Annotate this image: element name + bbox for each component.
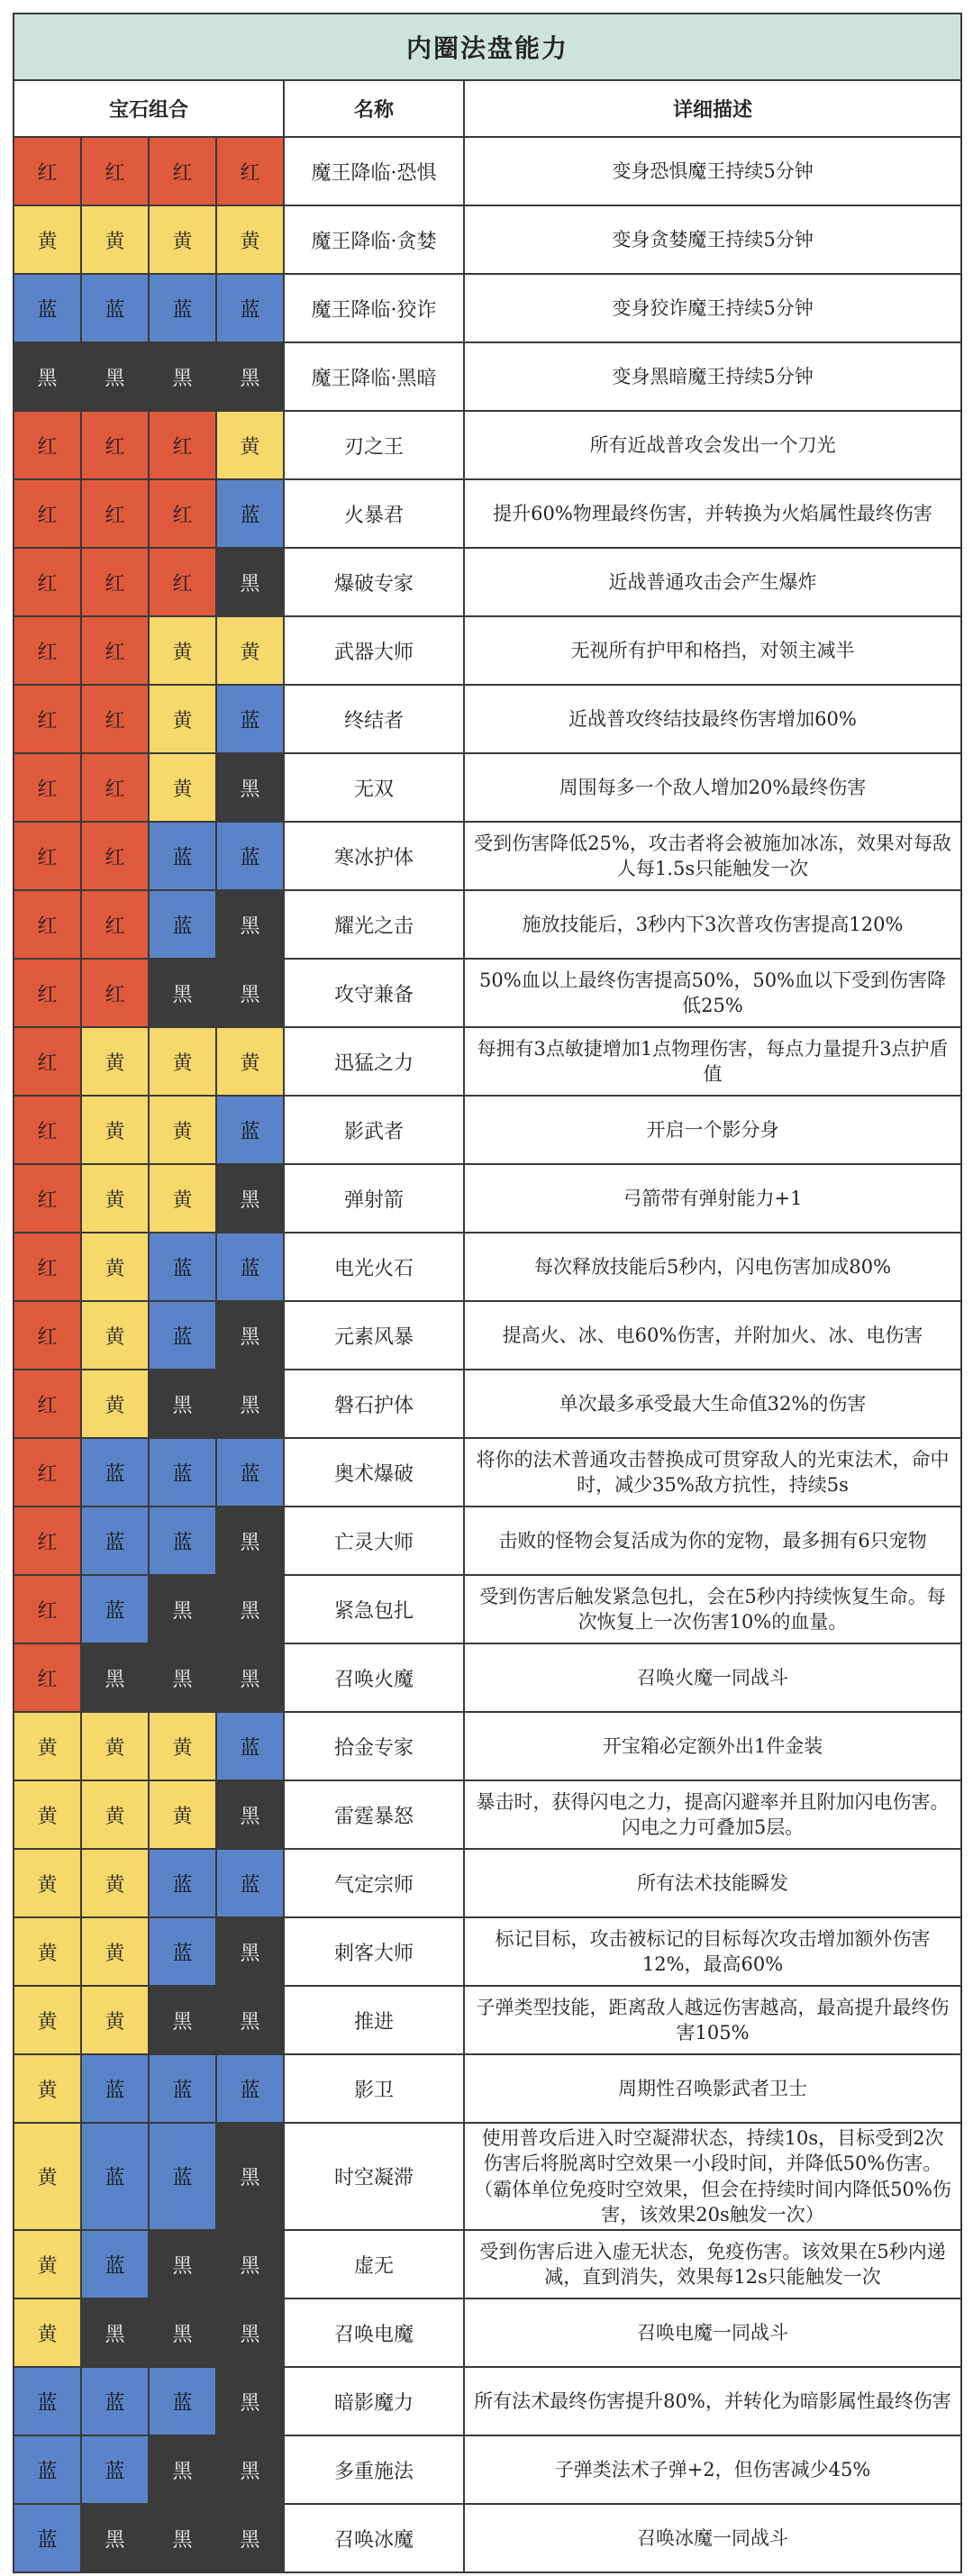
table-row — [14, 479, 961, 548]
gem-cell: 黄 — [81, 1096, 149, 1164]
gem-cell: 蓝 — [81, 2367, 149, 2435]
gem-cell: 黄 — [149, 685, 216, 753]
ability-description: 周期性召唤影武者卫士 — [464, 2054, 961, 2123]
gem-cell: 蓝 — [216, 1233, 284, 1301]
ability-description: 子弹类型技能，距离敌人越远伤害越高，最高提升最终伤害105% — [464, 1986, 961, 2054]
ability-name: 气定宗师 — [284, 1849, 464, 1917]
gem-cell: 黄 — [149, 753, 216, 822]
ability-description: 近战普通攻击会产生爆炸 — [464, 548, 961, 616]
gem-cell: 蓝 — [149, 1849, 216, 1917]
gem-cell: 蓝 — [149, 1438, 216, 1506]
gem-cell: 蓝 — [216, 274, 284, 342]
ability-name: 刺客大师 — [284, 1917, 464, 1986]
table-row — [14, 1986, 961, 2054]
table-row — [14, 1712, 961, 1780]
gem-cell: 蓝 — [216, 1849, 284, 1917]
gem-cell: 黑 — [149, 2298, 216, 2367]
table-row — [14, 2504, 961, 2572]
gem-cell: 黑 — [149, 2435, 216, 2504]
ability-description: 提升60%物理最终伤害，并转换为火焰属性最终伤害 — [464, 479, 961, 548]
gem-cell: 黄 — [81, 1849, 149, 1917]
table-row — [14, 1301, 961, 1370]
ability-description: 召唤火魔一同战斗 — [464, 1643, 961, 1712]
gem-cell: 红 — [14, 616, 81, 685]
table-row — [14, 1643, 961, 1712]
ability-description: 开启一个影分身 — [464, 1096, 961, 1164]
gem-cell: 蓝 — [14, 2504, 81, 2572]
table-row — [14, 959, 961, 1027]
gem-cell: 黑 — [149, 1575, 216, 1643]
ability-name: 魔王降临·恐惧 — [284, 137, 464, 205]
gem-cell: 黑 — [149, 2504, 216, 2572]
gem-cell: 黑 — [81, 2298, 149, 2367]
gem-cell: 红 — [149, 411, 216, 479]
gem-cell: 蓝 — [81, 2230, 149, 2298]
gem-cell: 蓝 — [81, 1506, 149, 1575]
gem-cell: 蓝 — [216, 1712, 284, 1780]
gem-cell: 黑 — [216, 1301, 284, 1370]
ability-name: 虚无 — [284, 2230, 464, 2298]
ability-description: 将你的法术普通攻击替换成可贯穿敌人的光束法术，命中时，减少35%敌方抗性，持续5s — [464, 1438, 961, 1506]
gem-cell: 黄 — [14, 2054, 81, 2123]
table-row — [14, 274, 961, 342]
gem-cell: 红 — [14, 753, 81, 822]
gem-cell: 黑 — [81, 342, 149, 411]
gem-cell: 红 — [81, 753, 149, 822]
gem-cell: 蓝 — [149, 274, 216, 342]
gem-cell: 红 — [14, 411, 81, 479]
gem-cell: 蓝 — [216, 1096, 284, 1164]
gem-cell: 黑 — [216, 548, 284, 616]
gem-cell: 蓝 — [149, 1301, 216, 1370]
gem-cell: 红 — [81, 959, 149, 1027]
ability-name: 推进 — [284, 1986, 464, 2054]
ability-name: 紧急包扎 — [284, 1575, 464, 1643]
ability-description: 每次释放技能后5秒内，闪电伤害加成80% — [464, 1233, 961, 1301]
gem-cell: 黄 — [149, 205, 216, 274]
table-row — [14, 822, 961, 890]
gem-cell: 黑 — [81, 2504, 149, 2572]
ability-description: 受到伤害后进入虚无状态，免疫伤害。该效果在5秒内递减，直到消失，效果每12s只能触发一次 — [464, 2230, 961, 2298]
header-desc: 详细描述 — [464, 80, 961, 137]
ability-description: 单次最多承受最大生命值32%的伤害 — [464, 1370, 961, 1438]
gem-cell: 黑 — [216, 1917, 284, 1986]
gem-cell: 蓝 — [216, 479, 284, 548]
ability-name: 火暴君 — [284, 479, 464, 548]
ability-description: 变身恐惧魔王持续5分钟 — [464, 137, 961, 205]
ability-name: 召唤冰魔 — [284, 2504, 464, 2572]
gem-cell: 黄 — [216, 616, 284, 685]
gem-cell: 黄 — [216, 411, 284, 479]
gem-cell: 红 — [14, 1506, 81, 1575]
table-row — [14, 1027, 961, 1096]
gem-cell: 红 — [14, 1301, 81, 1370]
ability-name: 多重施法 — [284, 2435, 464, 2504]
gem-cell: 黄 — [14, 1780, 81, 1849]
gem-cell: 红 — [14, 1438, 81, 1506]
table-row — [14, 1370, 961, 1438]
gem-cell: 蓝 — [149, 2367, 216, 2435]
table-row — [14, 205, 961, 274]
gem-cell: 蓝 — [14, 274, 81, 342]
gem-cell: 红 — [14, 1575, 81, 1643]
gem-cell: 黄 — [81, 1301, 149, 1370]
gem-cell: 黄 — [81, 1370, 149, 1438]
gem-cell: 蓝 — [149, 890, 216, 959]
gem-cell: 黄 — [81, 1233, 149, 1301]
gem-cell: 红 — [14, 685, 81, 753]
gem-cell: 黑 — [216, 2230, 284, 2298]
gem-cell: 黄 — [14, 2298, 81, 2367]
table-row — [14, 1575, 961, 1643]
gem-cell: 黄 — [81, 1712, 149, 1780]
gem-cell: 红 — [14, 1096, 81, 1164]
ability-description: 受到伤害降低25%，攻击者将会被施加冰冻，效果对每敌人每1.5s只能触发一次 — [464, 822, 961, 890]
ability-name: 召唤电魔 — [284, 2298, 464, 2367]
gem-cell: 蓝 — [14, 2367, 81, 2435]
gem-cell: 蓝 — [81, 1575, 149, 1643]
gem-cell: 黄 — [149, 1780, 216, 1849]
ability-name: 电光火石 — [284, 1233, 464, 1301]
gem-cell: 黑 — [216, 2298, 284, 2367]
ability-description: 50%血以上最终伤害提高50%，50%血以下受到伤害降低25% — [464, 959, 961, 1027]
gem-cell: 红 — [14, 479, 81, 548]
gem-cell: 黑 — [216, 2367, 284, 2435]
gem-cell: 蓝 — [149, 1506, 216, 1575]
ability-table — [13, 13, 962, 2573]
gem-cell: 蓝 — [81, 2054, 149, 2123]
gem-cell: 黑 — [149, 1986, 216, 2054]
ability-name: 影卫 — [284, 2054, 464, 2123]
gem-cell: 红 — [14, 548, 81, 616]
gem-cell: 红 — [14, 137, 81, 205]
table-row — [14, 342, 961, 411]
gem-cell: 黄 — [14, 1849, 81, 1917]
gem-cell: 蓝 — [81, 274, 149, 342]
ability-name: 爆破专家 — [284, 548, 464, 616]
ability-name: 雷霆暴怒 — [284, 1780, 464, 1849]
gem-cell: 黄 — [81, 1780, 149, 1849]
gem-cell: 蓝 — [81, 1438, 149, 1506]
ability-name: 寒冰护体 — [284, 822, 464, 890]
ability-name: 终结者 — [284, 685, 464, 753]
gem-cell: 蓝 — [149, 2123, 216, 2230]
header-name: 名称 — [284, 80, 464, 137]
gem-cell: 黄 — [81, 1986, 149, 2054]
ability-description: 开宝箱必定额外出1件金装 — [464, 1712, 961, 1780]
gem-cell: 红 — [14, 890, 81, 959]
gem-cell: 红 — [149, 137, 216, 205]
ability-description: 受到伤害后触发紧急包扎，会在5秒内持续恢复生命。每次恢复上一次伤害10%的血量。 — [464, 1575, 961, 1643]
gem-cell: 黄 — [149, 1164, 216, 1233]
gem-cell: 蓝 — [216, 2054, 284, 2123]
ability-description: 施放技能后，3秒内下3次普攻伤害提高120% — [464, 890, 961, 959]
ability-name: 奥术爆破 — [284, 1438, 464, 1506]
gem-cell: 红 — [81, 137, 149, 205]
gem-cell: 红 — [81, 890, 149, 959]
table-row — [14, 685, 961, 753]
ability-table-container — [13, 13, 960, 2573]
table-row — [14, 1917, 961, 1986]
gem-cell: 黄 — [216, 205, 284, 274]
gem-cell: 黑 — [216, 1370, 284, 1438]
gem-cell: 红 — [81, 479, 149, 548]
table-row — [14, 616, 961, 685]
gem-cell: 黄 — [81, 205, 149, 274]
gem-cell: 黄 — [14, 2123, 81, 2230]
ability-name: 亡灵大师 — [284, 1506, 464, 1575]
table-row — [14, 1780, 961, 1849]
gem-cell: 红 — [81, 548, 149, 616]
ability-description: 子弹类法术子弹+2，但伤害减少45% — [464, 2435, 961, 2504]
ability-name: 攻守兼备 — [284, 959, 464, 1027]
table-row — [14, 2054, 961, 2123]
table-row — [14, 2123, 961, 2230]
table-row — [14, 1096, 961, 1164]
gem-cell: 红 — [14, 822, 81, 890]
gem-cell: 黑 — [216, 890, 284, 959]
table-row — [14, 548, 961, 616]
table-row — [14, 411, 961, 479]
ability-description: 提高火、冰、电60%伤害，并附加火、冰、电伤害 — [464, 1301, 961, 1370]
header-gems: 宝石组合 — [14, 80, 284, 137]
table-row — [14, 2230, 961, 2298]
ability-name: 耀光之击 — [284, 890, 464, 959]
ability-description: 标记目标，攻击被标记的目标每次攻击增加额外伤害12%，最高60% — [464, 1917, 961, 1986]
gem-cell: 蓝 — [149, 2054, 216, 2123]
gem-cell: 黄 — [14, 205, 81, 274]
table-body — [14, 137, 961, 2572]
ability-description: 召唤电魔一同战斗 — [464, 2298, 961, 2367]
gem-cell: 黑 — [216, 1506, 284, 1575]
gem-cell: 蓝 — [149, 822, 216, 890]
ability-name: 召唤火魔 — [284, 1643, 464, 1712]
gem-cell: 黄 — [14, 2230, 81, 2298]
table-row — [14, 2435, 961, 2504]
gem-cell: 黄 — [149, 616, 216, 685]
gem-cell: 黑 — [216, 753, 284, 822]
gem-cell: 黑 — [81, 1643, 149, 1712]
gem-cell: 黑 — [216, 1575, 284, 1643]
gem-cell: 黑 — [149, 2230, 216, 2298]
gem-cell: 红 — [14, 1370, 81, 1438]
gem-cell: 黄 — [149, 1027, 216, 1096]
ability-description: 召唤冰魔一同战斗 — [464, 2504, 961, 2572]
gem-cell: 黑 — [149, 1643, 216, 1712]
gem-cell: 黑 — [149, 959, 216, 1027]
gem-cell: 红 — [81, 616, 149, 685]
table-row — [14, 1506, 961, 1575]
ability-description: 变身贪婪魔王持续5分钟 — [464, 205, 961, 274]
table-row — [14, 1849, 961, 1917]
ability-name: 元素风暴 — [284, 1301, 464, 1370]
gem-cell: 黑 — [216, 2504, 284, 2572]
table-row — [14, 137, 961, 205]
table-title: 内圈法盘能力 — [14, 14, 961, 80]
ability-description: 近战普攻终结技最终伤害增加60% — [464, 685, 961, 753]
gem-cell: 黄 — [81, 1027, 149, 1096]
gem-cell: 红 — [81, 685, 149, 753]
gem-cell: 红 — [149, 479, 216, 548]
ability-name: 魔王降临·贪婪 — [284, 205, 464, 274]
gem-cell: 蓝 — [149, 1233, 216, 1301]
table-row — [14, 1164, 961, 1233]
gem-cell: 蓝 — [81, 2123, 149, 2230]
ability-name: 武器大师 — [284, 616, 464, 685]
gem-cell: 黑 — [14, 342, 81, 411]
gem-cell: 蓝 — [216, 1438, 284, 1506]
gem-cell: 红 — [216, 137, 284, 205]
table-row — [14, 753, 961, 822]
gem-cell: 红 — [14, 1027, 81, 1096]
gem-cell: 红 — [14, 1643, 81, 1712]
gem-cell: 黑 — [216, 1164, 284, 1233]
gem-cell: 红 — [14, 1233, 81, 1301]
gem-cell: 红 — [81, 822, 149, 890]
gem-cell: 黑 — [149, 342, 216, 411]
gem-cell: 黄 — [149, 1712, 216, 1780]
gem-cell: 蓝 — [14, 2435, 81, 2504]
gem-cell: 黑 — [216, 1643, 284, 1712]
ability-name: 无双 — [284, 753, 464, 822]
gem-cell: 黄 — [14, 1712, 81, 1780]
gem-cell: 红 — [149, 548, 216, 616]
ability-name: 魔王降临·狡诈 — [284, 274, 464, 342]
gem-cell: 黑 — [216, 2435, 284, 2504]
gem-cell: 蓝 — [149, 1917, 216, 1986]
ability-name: 魔王降临·黑暗 — [284, 342, 464, 411]
gem-cell: 黑 — [216, 1780, 284, 1849]
ability-description: 周围每多一个敌人增加20%最终伤害 — [464, 753, 961, 822]
table-row — [14, 1233, 961, 1301]
ability-name: 暗影魔力 — [284, 2367, 464, 2435]
ability-description: 所有法术最终伤害提升80%，并转化为暗影属性最终伤害 — [464, 2367, 961, 2435]
ability-name: 时空凝滞 — [284, 2123, 464, 2230]
table-row — [14, 890, 961, 959]
ability-description: 变身狡诈魔王持续5分钟 — [464, 274, 961, 342]
ability-description: 击败的怪物会复活成为你的宠物，最多拥有6只宠物 — [464, 1506, 961, 1575]
ability-description: 无视所有护甲和格挡，对领主减半 — [464, 616, 961, 685]
gem-cell: 红 — [14, 1164, 81, 1233]
table-row — [14, 2367, 961, 2435]
ability-name: 刃之王 — [284, 411, 464, 479]
ability-name: 影武者 — [284, 1096, 464, 1164]
table-row — [14, 1438, 961, 1506]
ability-description: 弓箭带有弹射能力+1 — [464, 1164, 961, 1233]
ability-description: 暴击时，获得闪电之力，提高闪避率并且附加闪电伤害。闪电之力可叠加5层。 — [464, 1780, 961, 1849]
ability-description: 所有法术技能瞬发 — [464, 1849, 961, 1917]
gem-cell: 黄 — [81, 1164, 149, 1233]
gem-cell: 黑 — [149, 1370, 216, 1438]
table-row — [14, 2298, 961, 2367]
ability-description: 使用普攻后进入时空凝滞状态，持续10s，目标受到2次伤害后将脱离时空效果一小段时间，并降低50%伤害。（霸体单位免疫时空效果，但会在持续时间内降低50%伤害，该效果20s触发一次） — [464, 2123, 961, 2230]
gem-cell: 蓝 — [216, 685, 284, 753]
gem-cell: 蓝 — [216, 822, 284, 890]
gem-cell: 黄 — [14, 1986, 81, 2054]
gem-cell: 黑 — [216, 1986, 284, 2054]
ability-description: 变身黑暗魔王持续5分钟 — [464, 342, 961, 411]
gem-cell: 红 — [14, 959, 81, 1027]
gem-cell: 黑 — [216, 342, 284, 411]
gem-cell: 黄 — [149, 1096, 216, 1164]
ability-name: 弹射箭 — [284, 1164, 464, 1233]
gem-cell: 黑 — [216, 2123, 284, 2230]
ability-description: 所有近战普攻会发出一个刀光 — [464, 411, 961, 479]
gem-cell: 红 — [81, 411, 149, 479]
gem-cell: 黄 — [216, 1027, 284, 1096]
gem-cell: 蓝 — [81, 2435, 149, 2504]
gem-cell: 黄 — [81, 1917, 149, 1986]
ability-name: 迅猛之力 — [284, 1027, 464, 1096]
ability-name: 磐石护体 — [284, 1370, 464, 1438]
ability-name: 拾金专家 — [284, 1712, 464, 1780]
gem-cell: 黄 — [14, 1917, 81, 1986]
gem-cell: 黑 — [216, 959, 284, 1027]
ability-description: 每拥有3点敏捷增加1点物理伤害，每点力量提升3点护盾值 — [464, 1027, 961, 1096]
